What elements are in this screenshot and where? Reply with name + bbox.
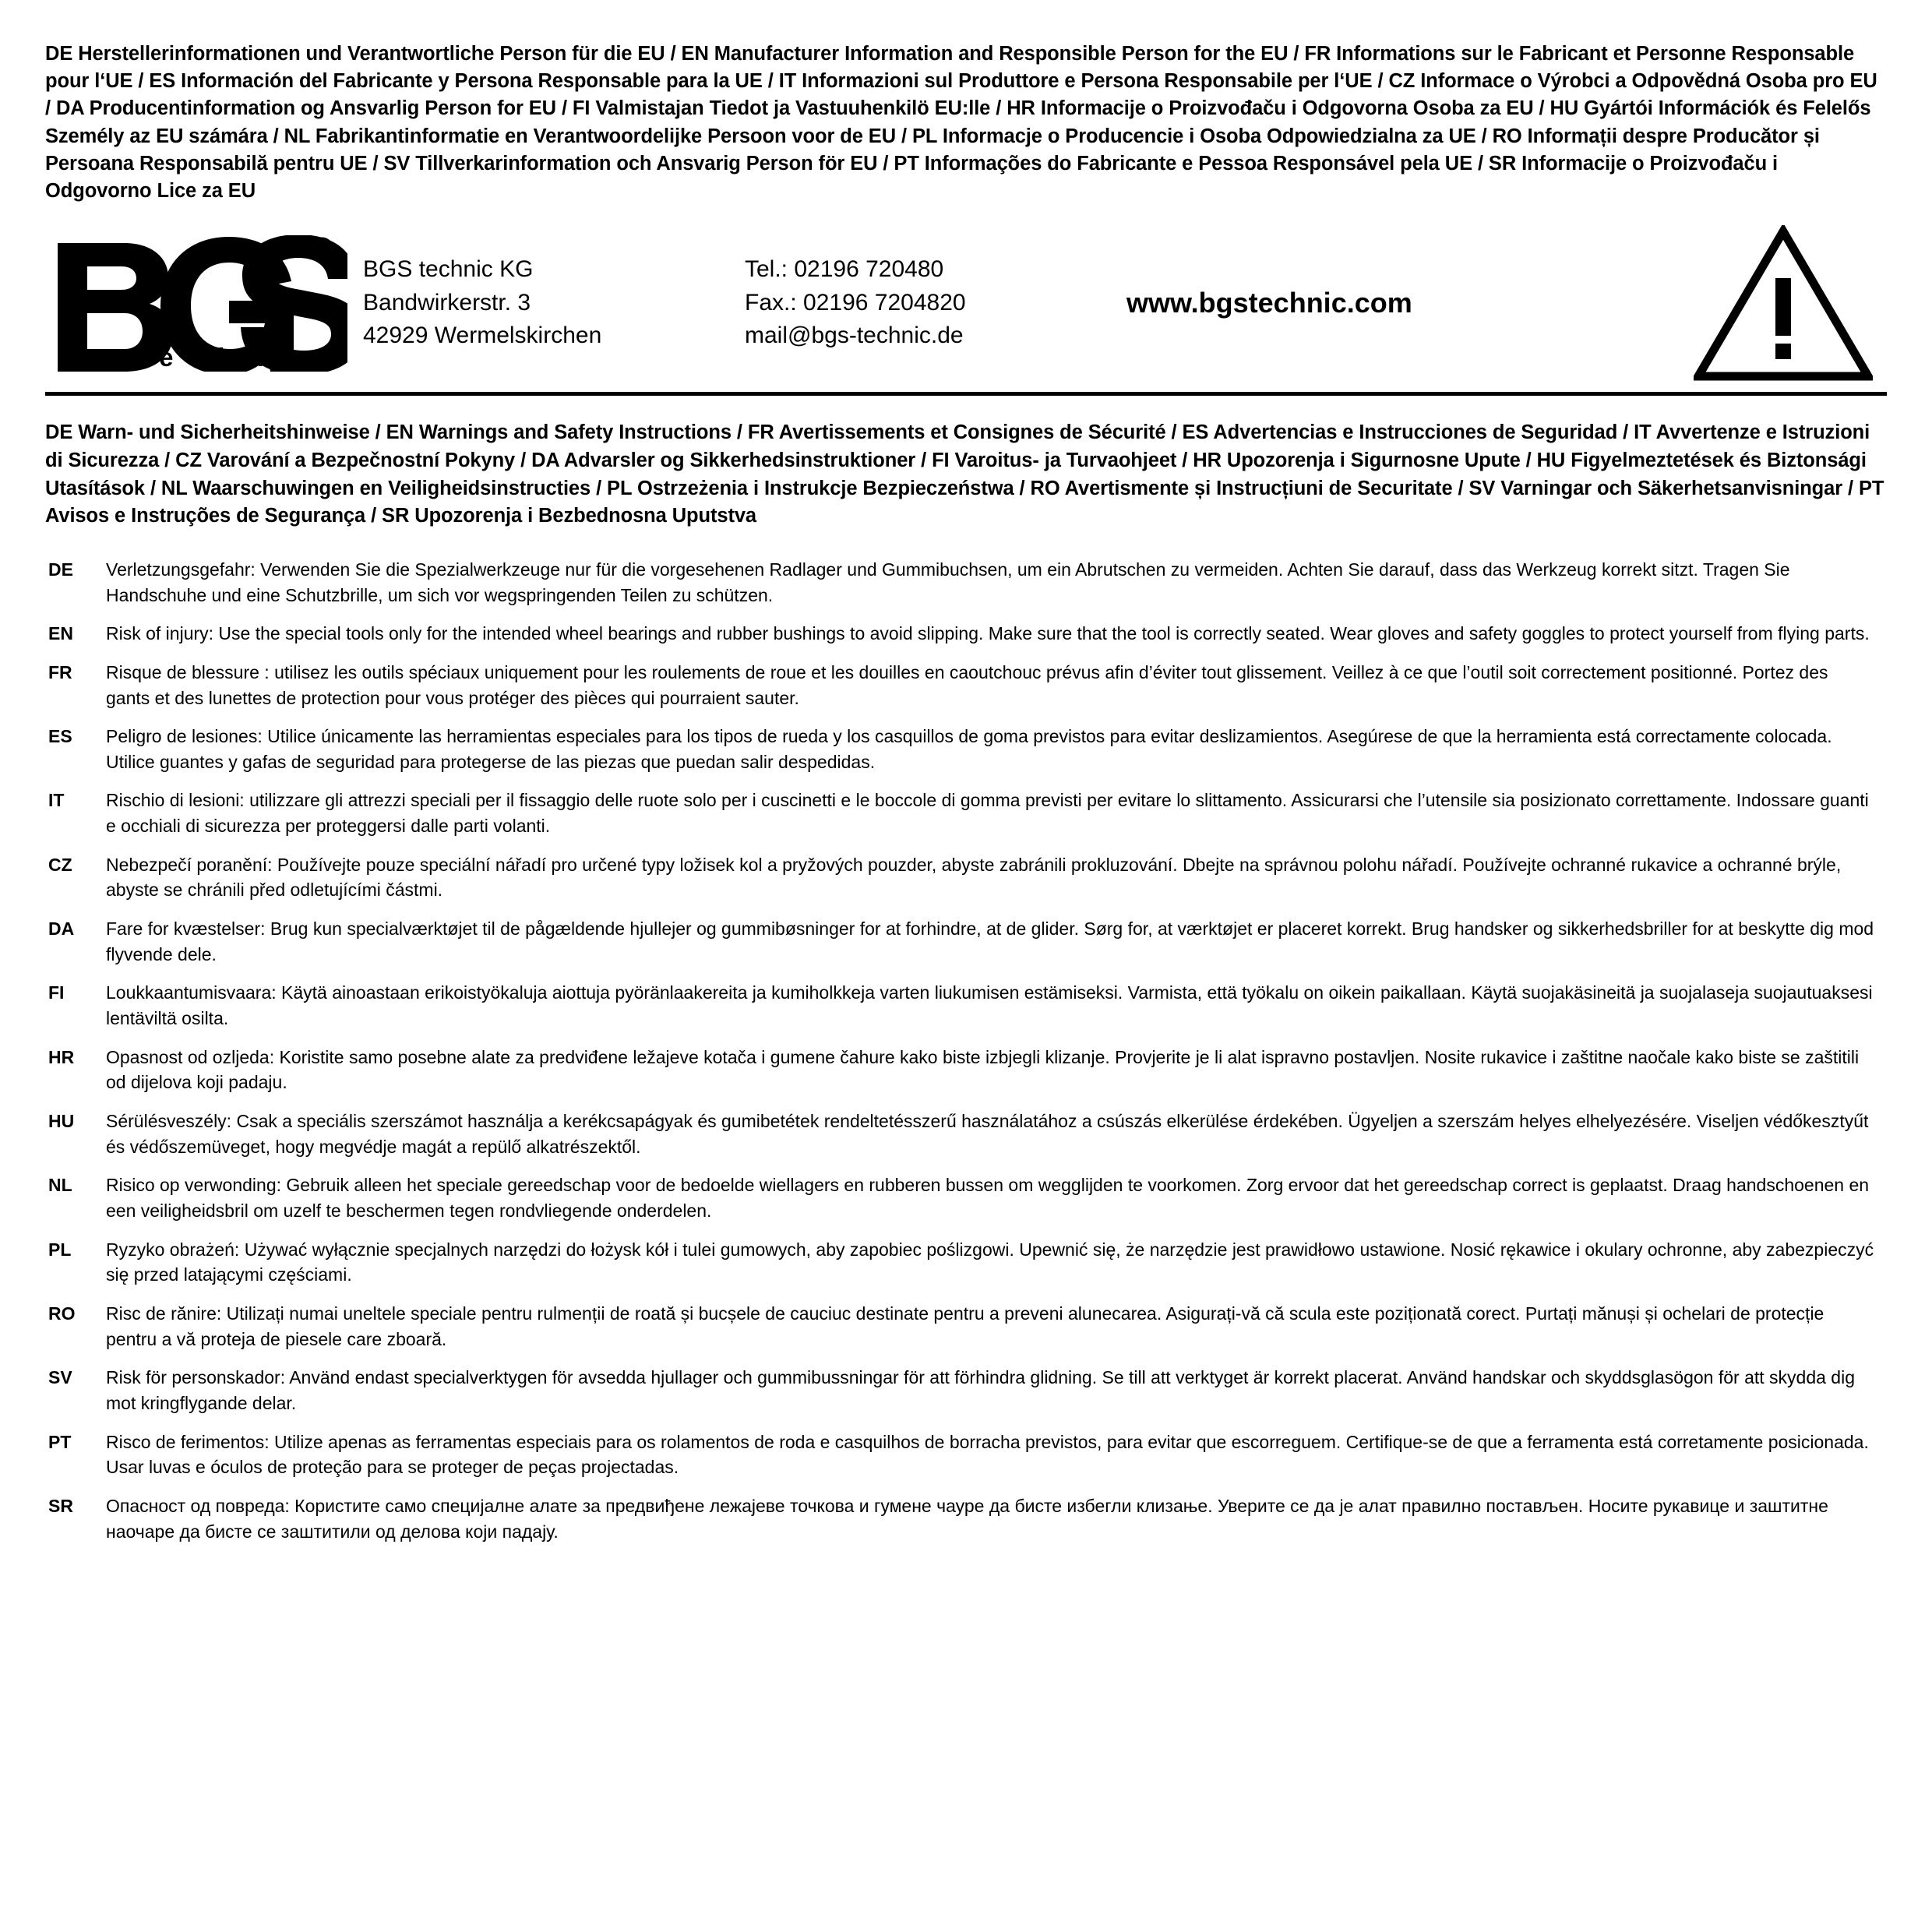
svg-text:t e c h n i c: t e c h n i c	[136, 342, 319, 372]
warning-text: Sérülésveszély: Csak a speciális szerszámot használja a kerékcsapágyak és gumibetétek rendeltetésszerű használatához a csúszás elkerülése érdekében. Ügyeljen a szerszám helyes elhelyezésére. Viseljen védőkesztyűt és védőszemüveget, hogy megvédje magát a repülő alkatrészektől.	[106, 1111, 1869, 1157]
language-code: ES	[48, 726, 72, 747]
language-code: PT	[48, 1431, 72, 1452]
company-tel: Tel.: 02196 720480	[745, 256, 944, 283]
language-code: DA	[48, 918, 75, 940]
language-code: HU	[48, 1111, 75, 1132]
warning-row-pt	[45, 1430, 1887, 1480]
warning-text: Verletzungsgefahr: Verwenden Sie die Spezialwerkzeuge nur für die vorgesehenen Radlager und Gummibuchsen, um ein Abrutschen zu vermeiden. Achten Sie darauf, dass das Werkzeug korrekt sitzt. Tragen Sie Handschuhe und eine Schutzbrille, um sich vor wegspringenden Teilen zu schützen.	[106, 559, 1790, 605]
bgs-logo	[45, 235, 355, 372]
warning-row-it	[45, 788, 1887, 838]
warning-text: Risc de rănire: Utilizați numai uneltele speciale pentru rulmenții de roată și bucșele de cauciuc destinate pentru a preveni alunecarea. Asigurați-vă că scula este poziționată corect. Purtați mănuși și ochelari de protecție pentru a vă proteja de piesele care zboară.	[106, 1303, 1824, 1349]
warning-text: Опасност од повреда: Користите само специјалне алате за предвиђене лежајеве точкова и гумене чауре да бисте избегли клизање. Уверите се да је алат правилно постављен. Носите рукавице и заштитне наочаре да бисте се заштитили од делова који падају.	[106, 1495, 1828, 1542]
language-code: RO	[48, 1303, 76, 1324]
warning-text: Opasnost od ozljeda: Koristite samo posebne alate za predviđene ležajeve kotača i gumene čahure kako biste izbjegli klizanje. Provjerite je li alat ispravno postavljen. Nosite rukavice i zaštitne naočale kako biste se zaštitili od dijelova koji padaju.	[106, 1046, 1860, 1093]
company-fax: Fax.: 02196 7204820	[745, 289, 966, 316]
warning-row-cz	[45, 852, 1887, 903]
language-code: SR	[48, 1495, 73, 1516]
warning-triangle-icon	[1678, 225, 1887, 381]
svg-text:R: R	[316, 243, 327, 259]
language-code: FR	[48, 661, 72, 682]
warning-row-pl	[45, 1237, 1887, 1288]
warning-row-en	[45, 621, 1887, 647]
company-address	[355, 253, 745, 353]
warning-row-de	[45, 557, 1887, 608]
company-street: Bandwirkerstr. 3	[363, 289, 531, 316]
language-code: IT	[48, 790, 65, 811]
warning-row-fr	[45, 660, 1887, 710]
language-code: DE	[48, 559, 73, 580]
language-code: NL	[48, 1175, 72, 1196]
warning-text: Ryzyko obrażeń: Używać wyłącznie specjalnych narzędzi do łożysk kół i tulei gumowych, aby zapobiec poślizgowi. Upewnić się, że narzędzie jest prawidłowo ustawione. Nosić rękawice i okulary ochronne, aby zabezpieczyć się przed latającymi częściami.	[106, 1239, 1874, 1285]
warning-row-es	[45, 724, 1887, 774]
warnings-list	[45, 557, 1887, 1544]
warning-text: Rischio di lesioni: utilizzare gli attrezzi speciali per il fissaggio delle ruote solo per i cuscinetti e le boccole di gomma previsti per evitare lo slittamento. Assicurarsi che l’utensile sia posizionato correttamente. Indossare guanti e occhiali di sicurezza per proteggersi dalle parti volanti.	[106, 790, 1869, 837]
warning-text: Loukkaantumisvaara: Käytä ainoastaan erikoistyökaluja aiottuja pyöränlaakereita ja kumiholkkeja varten liukumisen estämiseksi. Varmista, että työkalu on oikein paikallaan. Käytä suojakäsineitä ja suojalaseja suojautuaksesi lentäviltä osilta.	[106, 982, 1873, 1029]
company-name: BGS technic KG	[363, 256, 534, 283]
warning-row-sv	[45, 1365, 1887, 1416]
warning-row-da	[45, 916, 1887, 967]
language-code: HR	[48, 1046, 75, 1067]
company-info-block	[45, 219, 1887, 396]
language-code: SV	[48, 1367, 72, 1388]
warning-text: Risco de ferimentos: Utilize apenas as ferramentas especiais para os rolamentos de roda e casquilhos de borracha previstos, para evitar que escorreguem. Certifique-se de que a ferramenta está corretamente posicionada. Usar luvas e óculos de proteção para se proteger de peças projectadas.	[106, 1431, 1869, 1478]
warning-row-sr	[45, 1493, 1887, 1544]
warning-text: Risk för personskador: Använd endast specialverktygen för avsedda hjullager och gummibussningar för att förhindra glidning. Se till att verktyget är korrekt placerat. Använd handskar och skyddsglasögon för att skydda dig mot kringflygande delar.	[106, 1367, 1856, 1413]
language-code: EN	[48, 623, 73, 644]
company-city: 42929 Wermelskirchen	[363, 323, 602, 349]
warning-text: Fare for kvæstelser: Brug kun specialværktøjet til de pågældende hjullejer og gummibøsninger for at forhindre, at de glider. Sørg for, at værktøjet er placeret korrekt. Brug handsker og sikkerhedsbriller for at beskytte dig mod flyvende dele.	[106, 918, 1874, 964]
warning-text: Nebezpečí poranění: Používejte pouze speciální nářadí pro určené typy ložisek kol a pryžových pouzder, abyste zabránili prokluzování. Dbejte na správnou polohu nářadí. Používejte ochranné rukavice a ochranné brýle, abyste se chránili před odletujícími částmi.	[106, 854, 1842, 901]
warning-text: Risque de blessure : utilisez les outils spéciaux uniquement pour les roulements de roue et les douilles en caoutchouc prévus afin d’éviter tout glissement. Veillez à ce que l’outil soit correctement positionné. Portez des gants et des lunettes de protection pour vous protéger des pièces qui pourraient sauter.	[106, 661, 1828, 708]
warning-text: Risk of injury: Use the special tools only for the intended wheel bearings and rubber bushings to avoid slipping. Make sure that the tool is correctly seated. Wear gloves and safety goggles to protect yourself from flying parts.	[106, 623, 1870, 644]
language-code: CZ	[48, 854, 72, 875]
company-email: mail@bgs-technic.de	[745, 323, 964, 349]
safety-section-heading: DE Warn- und Sicherheitshinweise / EN Warnings and Safety Instructions / FR Avertissements et Consignes de Sécurité / ES Advertencias e Instrucciones de Seguridad / IT Avvertenze e Istruzioni di Sicurezza / CZ Varování a Bezpečnostní Pokyny / DA Advarsler og Sikkerhedsinstruktioner / FI Varoitus- ja Turvaohjeet / HR Upozorenja i Sigurnosne Upute / HU Figyelmeztetések és Biztonsági Utasítások / NL Waarschuwingen en Veiligheidsinstructies / PL Ostrzeżenia i Instrukcje Bezpieczeństwa / RO Avertismente și Instrucțiuni de Securitate / SV Varningar och Säkerhetsanvisningar / PT Avisos e Instruções de Segurança / SR Upozorenja i Bezbednosna Uputstva	[45, 421, 1884, 527]
warning-row-ro	[45, 1301, 1887, 1352]
warning-row-nl	[45, 1172, 1887, 1223]
language-code: PL	[48, 1239, 72, 1260]
warning-text: Risico op verwonding: Gebruik alleen het speciale gereedschap voor de bedoelde wiellagers en rubberen bussen om wegglijden te voorkomen. Zorg ervoor dat het gereedschap correct is geplaatst. Draag handschoenen en een veiligheidsbril om uzelf te beschermen tegen rondvliegende onderdelen.	[106, 1175, 1870, 1221]
warning-text: Peligro de lesiones: Utilice únicamente las herramientas especiales para los tipos de rueda y los casquillos de goma previstos para evitar deslizamientos. Asegúrese de que la herramienta está correctamente colocada. Utilice guantes y gafas de seguridad para protegerse de las piezas que puedan salir despedidas.	[106, 726, 1832, 772]
warning-row-hu	[45, 1109, 1887, 1159]
manufacturer-info-heading: DE Herstellerinformationen und Verantwortliche Person für die EU / EN Manufacturer Information and Responsible Person for the EU / FR Informations sur le Fabricant et Personne Responsable pour l‘UE / ES Información del Fabricante y Persona Responsable para la UE / IT Informazioni sul Produttore e Persona Responsabile per l‘UE / CZ Informace o Výrobci a Odpovědná Osoba pro EU / DA Producentinformation og Ansvarlig Person for EU / FI Valmistajan Tiedot ja Vastuuhenkilö EU:lle / HR Informacije o Proizvođaču i Odgovorna Osoba za EU / HU Gyártói Információk és Felelős Személy az EU számára / NL Fabrikantinformatie en Verantwoordelijke Persoon voor de EU / PL Informacje o Producencie i Osoba Odpowiedzialna za UE / RO Informații despre Producător și Persoana Responsabilă pentru UE / SV Tillverkarinformation och Ansvarig Person för EU / PT Informações do Fabricante e Pessoa Responsável pela UE / SR Informacije o Proizvođaču i Odgovorno Lice za EU	[45, 43, 1877, 202]
warning-row-hr	[45, 1045, 1887, 1095]
language-code: FI	[48, 982, 65, 1003]
company-contact	[745, 253, 1111, 353]
company-website: www.bgstechnic.com	[1126, 287, 1412, 319]
warning-row-fi	[45, 980, 1887, 1031]
